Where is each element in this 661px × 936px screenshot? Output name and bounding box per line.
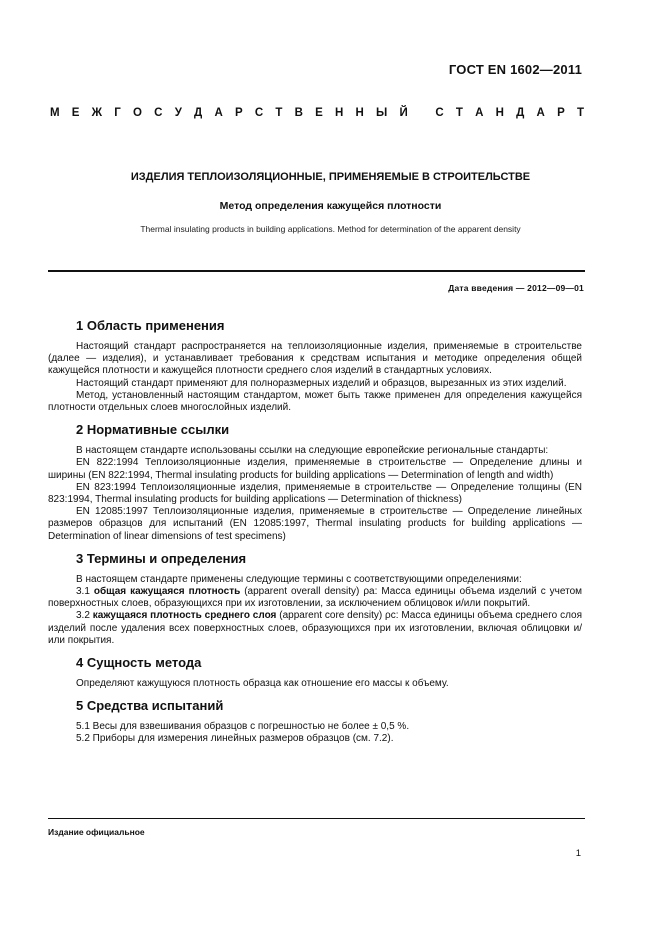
paragraph: В настоящем стандарте использованы ссылки на следующие европейские региональные стандарты: (76, 445, 549, 457)
interstate-standard-banner (50, 107, 584, 119)
banner-letter: Р (234, 107, 243, 119)
banner-letter: Е (71, 107, 80, 119)
banner-letter: У (174, 107, 182, 119)
banner-letter: Ы (376, 107, 388, 119)
banner-letter: С (254, 107, 264, 119)
section-heading: 2 Нормативные ссылки (76, 422, 230, 438)
term-number: 3.2 (76, 610, 90, 622)
banner-letter: Н (334, 107, 344, 119)
section-normative-references (48, 422, 582, 543)
paragraph: В настоящем стандарте применены следующие термины с соответствующими определениями: (76, 573, 522, 585)
banner-letter: Д (516, 107, 525, 119)
section-terms-definitions (48, 551, 582, 647)
paragraph: Настоящий стандарт распространяется на теплоизоляционные изделия, применяемые в строительстве (далее — изделия), и устанавливает требования к средствам испытания и методике определения общей кажущейся плотности и кажущейся плотности среднего слоя изделий в стандартных условиях. (48, 341, 582, 377)
paragraph: Метод, установленный настоящим стандартом, может быть также применен для определения кажущейся плотности отдельных слоев многослойных изделий. (48, 389, 582, 414)
term-definition (48, 586, 582, 610)
banner-letter: О (133, 107, 142, 119)
reference-item: EN 823:1994 Теплоизоляционные изделия, применяемые в строительстве — Определение толщины (EN 823:1994, Thermal insulating products for building applications — Determination of thickness) (48, 481, 582, 506)
banner-letter: А (536, 107, 545, 119)
banner-letter: А (475, 107, 484, 119)
banner-letter: А (214, 107, 223, 119)
banner-letter: Т (455, 107, 463, 119)
term-number: 3.1 (76, 586, 90, 598)
document-title: ИЗДЕЛИЯ ТЕПЛОИЗОЛЯЦИОННЫЕ, ПРИМЕНЯЕМЫЕ В СТРОИТЕЛЬСТВЕ (130, 171, 531, 183)
banner-letter: Й (399, 107, 408, 119)
standard-code: ГОСТ EN 1602—2011 (448, 62, 582, 77)
section-heading: 1 Область применения (76, 318, 225, 333)
paragraph: Настоящий стандарт применяют для полноразмерных изделий и образцов, вырезанных из этих изделий. (76, 377, 567, 389)
banner-letter: Т (275, 107, 283, 119)
banner-letter: В (294, 107, 303, 119)
banner-letter: Е (315, 107, 323, 119)
term-definition (48, 610, 582, 647)
reference-item: EN 12085:1997 Теплоизоляционные изделия, применяемые в строительстве — Определение линейных размеров образцов для испытаний (EN 12085:1997, Thermal insulating products for building applications — Determination of linear dimensions of test specimens) (48, 506, 582, 542)
paragraph: 5.1 Весы для взвешивания образцов с погрешностью не более ± 0,5 %. (76, 721, 410, 733)
paragraph: 5.2 Приборы для измерения линейных размеров образцов (см. 7.2). (76, 733, 394, 745)
term-text: (apparent core density) ρc: Масса единицы объема среднего слоя изделий после удаления всех поверхностных слоев, образующихся при их изготовлении, включая облицовки и/или покрытия. (48, 610, 582, 646)
document-subtitle: Метод определения кажущейся плотности (219, 200, 442, 212)
document-title-english: Thermal insulating products in building applications. Method for determination of the apparent density (140, 224, 521, 234)
section-scope (48, 318, 582, 414)
section-test-equipment (48, 698, 582, 745)
banner-letter: Н (355, 107, 364, 119)
banner-letter (420, 107, 423, 119)
term-text: (apparent overall density) ρa: Масса единицы объема изделий с учетом поверхностных слоев, образующихся при их изготовлении, за исключением облицовок и/или покрытий. (48, 586, 583, 610)
banner-letter: С (154, 107, 163, 119)
paragraph: Определяют кажущуюся плотность образца как отношение его массы к объему. (76, 678, 449, 690)
document-body (48, 312, 582, 754)
banner-letter: Т (576, 107, 584, 119)
header-divider (48, 270, 585, 272)
banner-letter: Д (194, 107, 203, 119)
section-heading: 5 Средства испытаний (76, 698, 224, 714)
introduction-date: Дата введения — 2012—09—01 (448, 283, 584, 293)
section-method-essence (48, 655, 582, 690)
section-heading: 3 Термины и определения (76, 550, 247, 566)
term-name: общая кажущаяся плотность (93, 586, 241, 598)
term-name: кажущаяся плотность среднего слоя (92, 610, 277, 622)
page-number: 1 (575, 848, 581, 859)
section-heading: 4 Сущность метода (76, 655, 202, 671)
footer-divider (48, 818, 585, 819)
edition-note: Издание официальное (48, 827, 145, 837)
banner-letter: С (435, 107, 444, 119)
banner-letter: Ж (91, 107, 103, 119)
banner-letter: Г (114, 107, 121, 119)
banner-letter: М (50, 107, 60, 119)
reference-item: EN 822:1994 Теплоизоляционные изделия, применяемые в строительстве — Определение длины и ширины (EN 822:1994, Thermal insulating products for building applications — Determination of length and width) (48, 457, 582, 481)
banner-letter: Р (557, 107, 565, 119)
banner-letter: Н (495, 107, 504, 119)
